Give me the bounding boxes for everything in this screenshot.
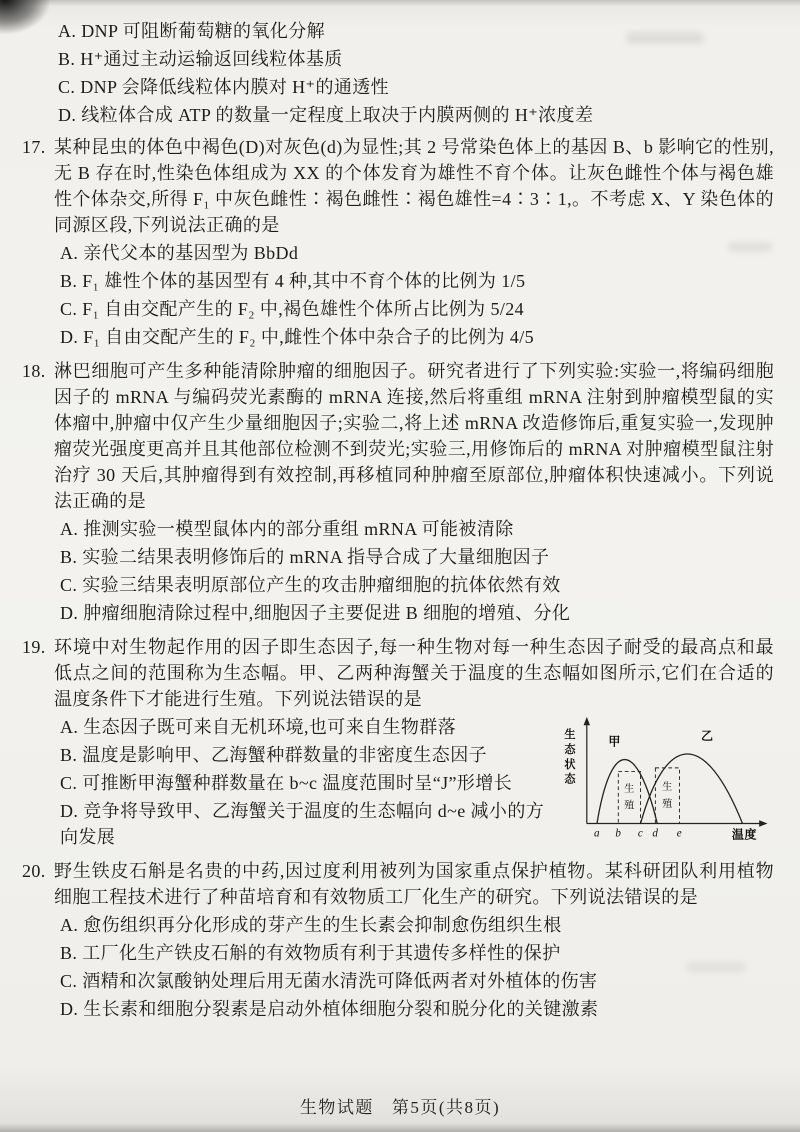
reproduction-label-char: 殖 [624,800,635,812]
ecological-amplitude-chart [559,714,774,844]
x-tick-d: d [652,827,659,840]
option-b: B. 温度是影响甲、乙海蟹种群数量的非密度生态因子 [60,745,488,765]
option-d: D. 线粒体合成 ATP 的数量一定程度上取决于内膜两侧的 H⁺浓度差 [58,105,594,125]
option-a: A. 生态因子既可来自无机环境,也可来自生物群落 [60,717,457,737]
reproduction-label-char: 生 [662,782,673,794]
option-c: C. DNP 会降低线粒体内膜对 H⁺的通透性 [58,77,390,97]
curve-yi-label: 乙 [701,729,714,744]
option-a: A. 亲代父本的基因型为 BbDd [60,243,299,263]
option-c: C. F₁ 自由交配产生的 F₂ 中,褐色雄性个体所占比例为 5/24 [60,299,525,319]
question-number: 18. [22,361,46,381]
curve-jia-label: 甲 [608,734,621,749]
option-c: C. 酒精和次氯酸钠处理后用无菌水清洗可降低两者对外植体的伤害 [60,971,598,991]
temperature-tolerance-figure [559,714,774,844]
option-d: D. 生长素和细胞分裂素是启动外植体细胞分裂和脱分化的关键激素 [60,999,599,1019]
question-20 [22,858,774,1024]
x-tick-a: a [594,827,600,840]
x-axis-arrow [759,820,767,826]
x-tick-c: c [637,827,644,840]
option-a: A. 推测实验一模型鼠体内的部分重组 mRNA 可能被清除 [60,519,514,539]
reproduction-label-char: 生 [624,783,635,795]
question-number: 17. [22,137,46,157]
question-stem: 野生铁皮石斛是名贵的中药,因过度利用被列为国家重点保护植物。某科研团队利用植物细胞工程技术进行了种苗培育和有效物质工厂化生产的研究。下列说法错误的是 [54,861,774,907]
question-number: 19. [22,637,46,657]
question-17 [22,134,774,352]
x-axis-label: 温度 [731,827,757,842]
footer-page-number: 第5页(共8页) [391,1098,501,1117]
footer-paper-title: 生物试题 [299,1098,374,1117]
y-axis-label-char: 生 [564,729,576,742]
option-b: B. H⁺通过主动运输返回线粒体基质 [58,49,343,69]
y-axis-label-char: 状 [564,758,576,771]
option-d: D. 竞争将导致甲、乙海蟹关于温度的生态幅向 d~e 减小的方向发展 [60,801,545,847]
question-19 [22,634,774,852]
y-axis-label-char: 态 [564,773,576,786]
option-a: A. 愈伤组织再分化形成的芽产生的生长素会抑制愈伤组织生根 [60,915,562,935]
question-number: 20. [22,861,46,881]
page-footer [0,1093,800,1118]
option-c: C. 实验三结果表明原部位产生的攻击肿瘤细胞的抗体依然有效 [60,575,561,595]
option-c: C. 可推断甲海蟹种群数量在 b~c 温度范围时呈“J”形增长 [60,773,513,793]
reproduction-box-jia [618,772,640,824]
option-a: A. DNP 可阻断葡萄糖的氧化分解 [58,21,326,41]
curve-yi [641,754,743,824]
question-stem: 某种昆虫的体色中褐色(D)对灰色(d)为显性;其 2 号常染色体上的基因 B、b 影响它的性别,无 B 存在时,性染色体组成为 XX 的个体发育为雄性不育个体。让灰色雌性个体与褐色雄性个体杂交,所得 F₁ 中灰色雌性∶褐色雌性∶褐色雄性=4∶3∶1,。不考虑 X、Y 染色体的同源区段,下列说法正确的是 [54,137,774,235]
option-d: D. F₁ 自由交配产生的 F₂ 中,雌性个体中杂合子的比例为 4/5 [60,327,535,347]
option-d: D. 肿瘤细胞清除过程中,细胞因子主要促进 B 细胞的增殖、分化 [60,603,571,623]
option-b: B. 工厂化生产铁皮石斛的有效物质有利于其遗传多样性的保护 [60,943,561,963]
question-stem: 环境中对生物起作用的因子即生态因子,每一种生物对每一种生态因子耐受的最高点和最低点之间的范围称为生态幅。甲、乙两种海蟹关于温度的生态幅如图所示,它们在合适的温度条件下才能进行生殖。下列说法错误的是 [54,637,774,709]
option-b: B. F₁ 雄性个体的基因型有 4 种,其中不育个体的比例为 1/5 [60,271,526,291]
x-tick-b: b [615,827,622,840]
y-axis-arrow [584,717,590,725]
question-stem: 淋巴细胞可产生多种能清除肿瘤的细胞因子。研究者进行了下列实验:实验一,将编码细胞因子的 mRNA 与编码荧光素酶的 mRNA 连接,然后将重组 mRNA 注射到肿瘤模型鼠的实体瘤中,肿瘤中仅产生少量细胞因子;实验二,将上述 mRNA 改造修饰后,重复实验一,发现肿瘤荧光强度更高并且其他部位检测不到荧光;实验三,用修饰后的 mRNA 对肿瘤模型鼠注射治疗 30 天后,其肿瘤得到有效控制,再移植同种肿瘤至原部位,肿瘤体积快速减小。下列说法正确的是 [54,361,774,511]
intro-options [22,18,774,128]
scan-artifact [0,1123,800,1132]
reproduction-label-char: 殖 [662,798,673,810]
question-18 [22,358,774,628]
y-axis-label-char: 态 [564,744,576,757]
x-tick-e: e [676,827,683,840]
option-b: B. 实验二结果表明修饰后的 mRNA 指导合成了大量细胞因子 [60,547,550,567]
